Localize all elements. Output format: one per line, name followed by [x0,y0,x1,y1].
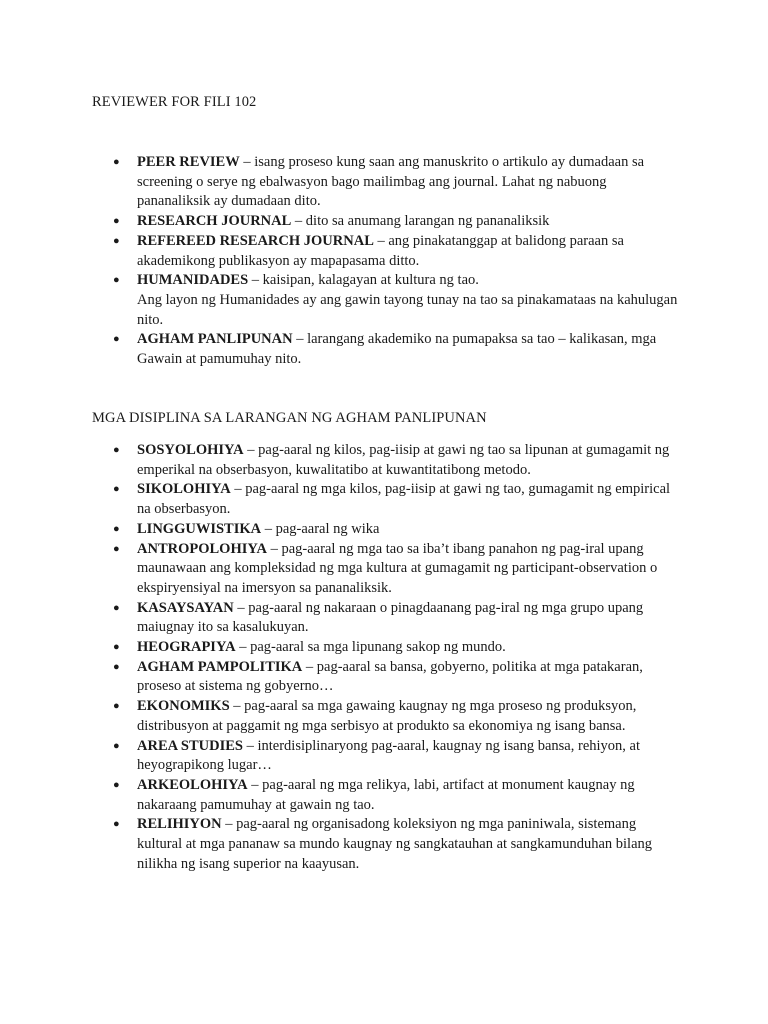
list-item [0,737,768,776]
bullet-icon: ● [113,542,120,555]
term-definition: – pag-aaral ng mga kilos, pag-iisip at gawi ng tao, gumagamit ng empirical na obserbasyon. [137,481,671,518]
bullet-icon: ● [113,522,120,535]
section-heading: MGA DISIPLINA SA LARANGAN NG AGHAM PANLIPUNAN [92,410,487,426]
term-definition: – pag-aaral ng kilos, pag-iisip at gawi ng tao sa lipunan at gumagamit ng emperikal na obserbasyon, kuwalitatibo at kuwantitatibong metodo. [137,442,670,478]
bullet-icon: ● [113,641,120,654]
bullet-icon: ● [113,778,120,791]
term-definition: – pag-aaral ng mga relikya, labi, artifact at monument kaugnay ng nakaraang pamumuhay at gawain ng tao. [137,776,635,813]
list-item [0,638,768,658]
list-item [0,658,768,697]
bullet-icon: ● [113,234,120,247]
list-item [0,330,768,369]
list-item [0,520,768,540]
term-definition: – pag-aaral ng wika [261,520,380,537]
term-label: AGHAM PAMPOLITIKA [137,658,303,675]
bullet-icon: ● [113,156,120,168]
term-label: ANTROPOLOHIYA [137,540,267,557]
term-definition: – ang pinakatanggap at balidong paraan sa akademikong publikasyon ay mapapasama ditto. [137,232,624,269]
document-title: REVIEWER FOR FILI 102 [92,94,257,110]
term-label: SOSYOLOHIYA [137,442,244,458]
term-label: HEOGRAPIYA [137,639,236,656]
disciplines-list [0,441,768,874]
bullet-icon: ● [113,660,120,673]
term-label: EKONOMIKS [137,698,230,715]
term-note: Ang layon ng Humanidades ay ang gawin tayong tunay na tao sa pinakamataas na kahulugan nito. [137,291,678,328]
term-definition: – pag-aaral ng nakaraan o pinagdaanang pag-iral ng mga grupo upang maiugnay ito sa kasalukuyan. [137,599,644,636]
term-label: REFEREED RESEARCH JOURNAL [137,232,374,249]
bullet-icon: ● [113,274,120,287]
list-item [0,441,768,480]
term-definition: – pag-aaral sa mga gawaing kaugnay ng mga proseso ng produksyon, distribusyon at paggamit ng mga serbisyo at produkto sa ekonomiya ng isang bansa. [137,698,637,734]
list-item [0,815,768,874]
bullet-icon: ● [113,601,120,614]
list-item [0,480,768,519]
bullet-icon: ● [113,444,120,456]
term-definition: – pag-aaral ng organisadong koleksiyon ng mga paniniwala, sistemang kultural at mga pananaw sa mundo kaugnay ng sangkatauhan at sangkamunduhan bilang nilikha ng isang superior na kaayusan. [137,816,653,872]
bullet-icon: ● [113,483,120,496]
list-item [0,153,768,212]
bullet-icon: ● [113,333,120,346]
term-definition: – interdisiplinaryong pag-aaral, kaugnay ng isang bansa, rehiyon, at heyograpikong lugar… [137,737,640,774]
definitions-list [0,153,768,370]
term-definition: – kaisipan, kalagayan at kultura ng tao. [248,272,479,289]
bullet-icon: ● [113,700,120,713]
term-definition: – dito sa anumang larangan ng pananaliksik [291,213,550,230]
term-label: PEER REVIEW [137,154,240,170]
list-item [0,599,768,638]
term-label: AREA STUDIES [137,737,243,754]
bullet-icon: ● [113,215,120,228]
term-label: HUMANIDADES [137,272,249,289]
list-item [0,232,768,271]
bullet-icon: ● [113,818,120,831]
term-definition: – larangang akademiko na pumapaksa sa tao – kalikasan, mga Gawain at pamumuhay nito. [137,331,657,368]
term-label: RELIHIYON [137,816,222,833]
list-item [0,697,768,736]
term-label: ARKEOLOHIYA [137,776,248,793]
term-label: SIKOLOHIYA [137,481,231,498]
term-definition: – isang proseso kung saan ang manuskrito o artikulo ay dumadaan sa screening o serye ng ebalwasyon bago mailimbag ang journal. Lahat ng nabuong pananaliksik ay dumadaan dito. [137,154,645,210]
bullet-icon: ● [113,739,120,752]
list-item [0,271,768,330]
term-label: AGHAM PANLIPUNAN [137,331,293,348]
list-item [0,540,768,599]
term-label: LINGGUWISTIKA [137,520,262,537]
list-item [0,212,768,232]
term-label: RESEARCH JOURNAL [137,213,292,230]
term-label: KASAYSAYAN [137,599,234,616]
term-definition: – pag-aaral ng mga tao sa iba’t ibang panahon ng pag-iral upang maunawaan ang kompleksidad ng mga kultura at gumagamit ng participant-observation o ekspiryensiyal na imersyon sa pananaliksik. [137,540,658,596]
term-definition: – pag-aaral sa mga lipunang sakop ng mundo. [235,639,506,656]
list-item [0,776,768,815]
term-definition: – pag-aaral sa bansa, gobyerno, politika at mga patakaran, proseso at sistema ng gobyerno… [137,658,643,695]
